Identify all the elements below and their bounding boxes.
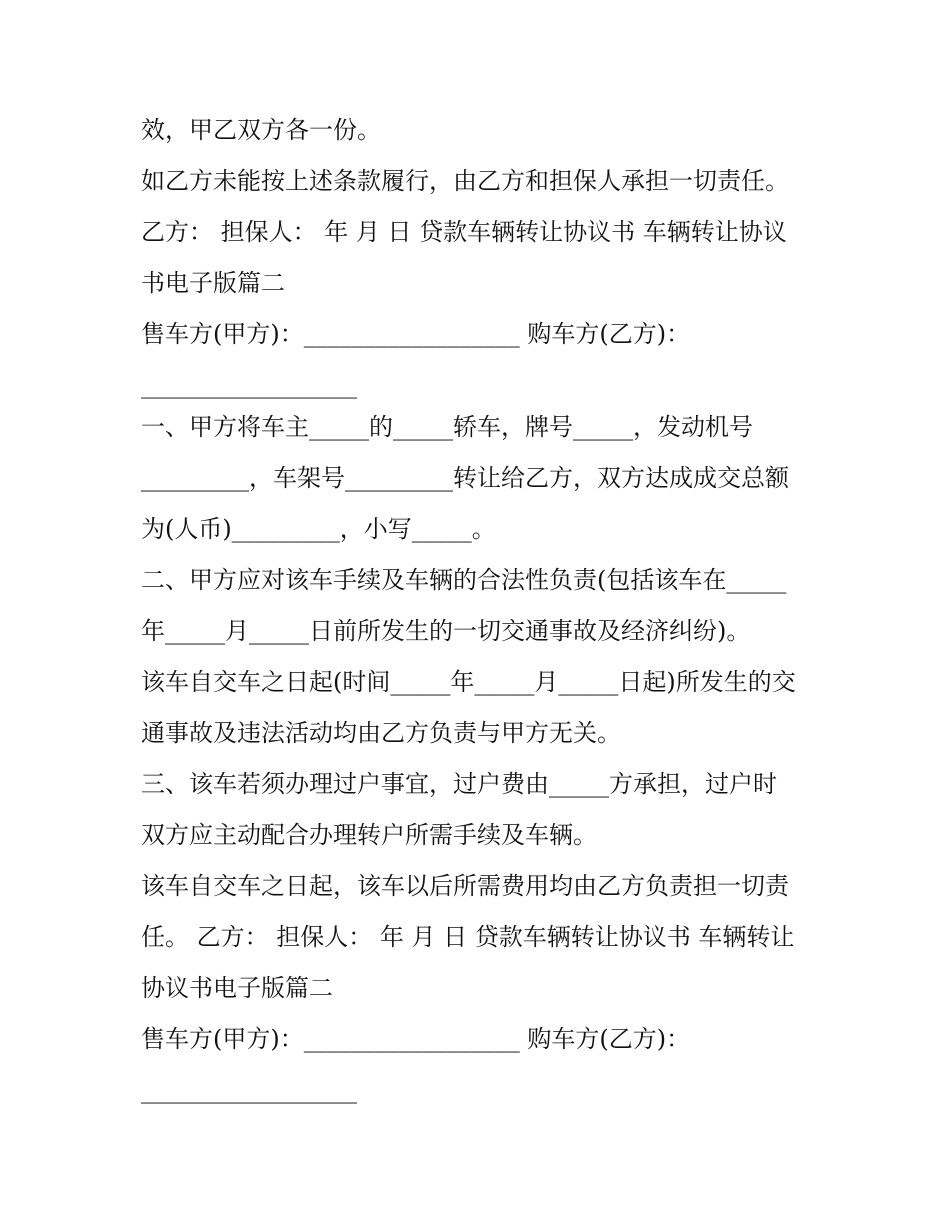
paragraph-line: __________________: [141, 371, 357, 399]
paragraph-line: 年_____月_____日前所发生的一切交通事故及经济纠纷)。: [141, 617, 751, 645]
paragraph-line: 为(人币)_________，小写_____。: [141, 515, 496, 543]
paragraph-line: 该车自交车之日起(时间_____年_____月_____日起)所发生的交: [141, 668, 796, 696]
paragraph-line: 售车方(甲方)：__________________ 购车方(乙方)：: [141, 1025, 691, 1053]
paragraph-line: 通事故及违法活动均由乙方负责与甲方无关。: [141, 719, 621, 747]
paragraph-line: 书电子版篇二: [141, 269, 285, 297]
paragraph-line: 协议书电子版篇二: [141, 974, 333, 1002]
paragraph-line: _________，车架号_________转让给乙方，双方达成成交总额: [141, 464, 789, 492]
paragraph-line: 二、甲方应对该车手续及车辆的合法性负责(包括该车在_____: [141, 566, 787, 594]
paragraph-line: 三、该车若须办理过户事宜，过户费由_____方承担，过户时: [141, 770, 777, 798]
paragraph-line: 双方应主动配合办理转户所需手续及车辆。: [141, 821, 597, 849]
paragraph-line: __________________: [141, 1076, 357, 1104]
paragraph-line: 一、甲方将车主_____的_____轿车，牌号_____，发动机号: [141, 413, 753, 441]
paragraph-line: 效，甲乙双方各一份。: [141, 116, 381, 144]
paragraph-line: 乙方： 担保人： 年 月 日 贷款车辆转让协议书 车辆转让协议: [141, 218, 787, 246]
paragraph-line: 如乙方未能按上述条款履行，由乙方和担保人承担一切责任。: [141, 167, 789, 195]
paragraph-line: 该车自交车之日起，该车以后所需费用均由乙方负责担一切责: [141, 872, 789, 900]
paragraph-line: 任。 乙方： 担保人： 年 月 日 贷款车辆转让协议书 车辆转让: [141, 923, 795, 951]
paragraph-line: 售车方(甲方)：__________________ 购车方(乙方)：: [141, 320, 691, 348]
